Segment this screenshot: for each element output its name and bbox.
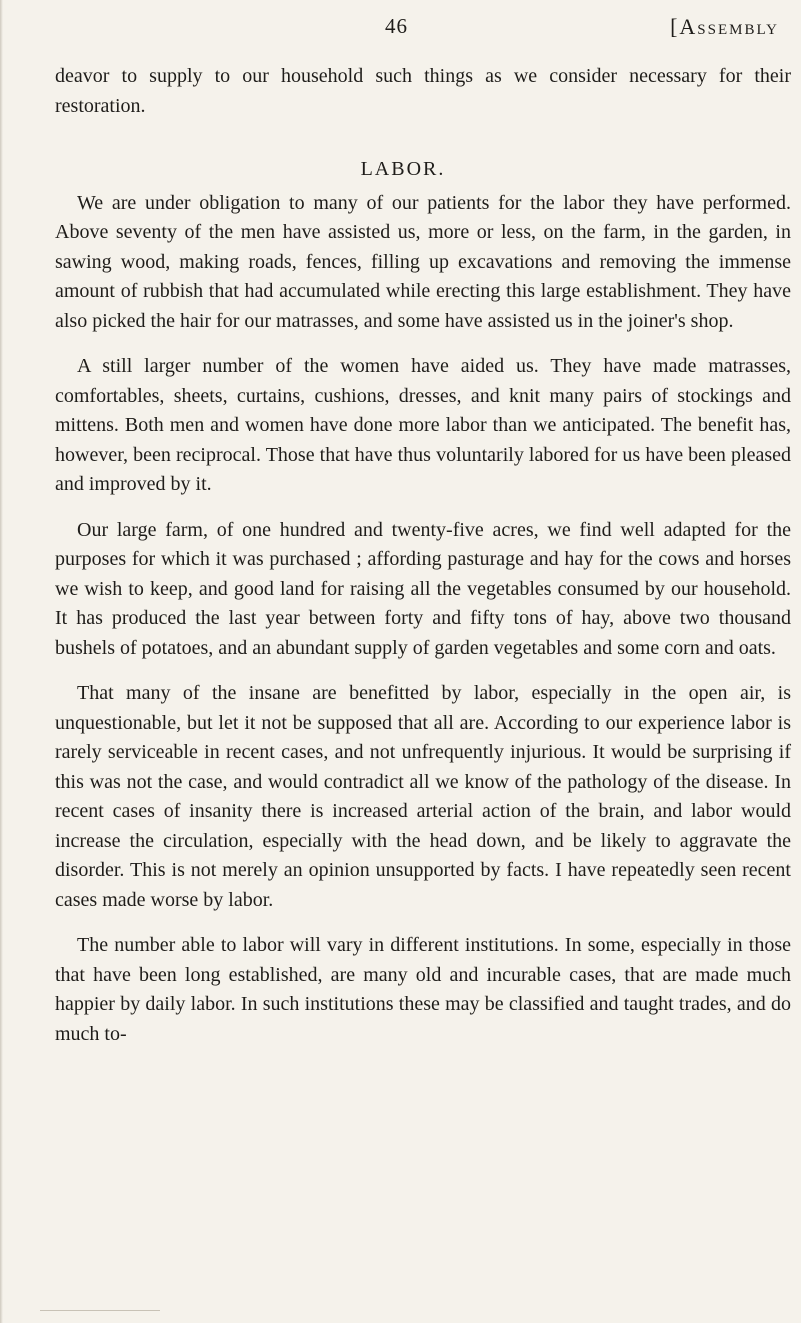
paragraph-insane-labor: That many of the insane are benefitted by labor, especially in the open air, is unquestionable, but let it not be supposed that all are. According to our experience labor is rarely serviceable in recent cases, and not unfrequently injurious. It would be surprising if this was not the case, and would contradict all we know of the pathology of the disease. In recent cases of insanity there is increased arterial action of the brain, and labor would increase the circulation, especially with the head down, and be likely to aggravate the disorder. This is not merely an opinion unsupported by facts. I have repeatedly seen recent cases made worse by labor. [55, 682, 791, 911]
running-title: [Assembly [670, 14, 779, 39]
paragraph-men-labor: We are under obligation to many of our patients for the labor they have performed. Above seventy of the men have assisted us, more or less, on the farm, in the garden, in sawing wood, making roads, fences, filling up excavations and removing the immense amount of rubbish that had accumulated while erecting this large establishment. They have also picked the hair for our matrasses, and some have assisted us in the joiner's shop. [55, 191, 791, 332]
paragraph-institutions: The number able to labor will vary in different institutions. In some, especially in those that have been long established, are many old and incurable cases, that are made much happier by daily labor. In such institutions these may be classified and taught trades, and do much to- [55, 934, 791, 1045]
section-heading-labor: LABOR. [360, 158, 446, 180]
body-text [55, 62, 791, 1049]
paragraph-continuation: deavor to supply to our household such things as we consider necessary for their restoration. [55, 65, 791, 117]
paragraph-women-labor: A still larger number of the women have aided us. They have made matrasses, comfortables, sheets, curtains, cushions, dresses, and knit many pairs of stockings and mittens. Both men and women have done more labor than we anticipated. The benefit has, however, been reciprocal. Those that have thus voluntarily labored for us have been pleased and improved by it. [55, 355, 791, 495]
running-header [0, 8, 801, 48]
page-edge-shadow [0, 0, 3, 1323]
page-number: 46 [385, 14, 408, 38]
bottom-rule [40, 1310, 160, 1311]
paragraph-farm: Our large farm, of one hundred and twenty-five acres, we find well adapted for the purposes for which it was purchased ; affording pasturage and hay for the cows and horses we wish to keep, and good land for raising all the vegetables consumed by our household. It has produced the last year between forty and fifty tons of hay, above two thousand bushels of potatoes, and an abundant supply of garden vegetables and some corn and oats. [55, 518, 791, 659]
